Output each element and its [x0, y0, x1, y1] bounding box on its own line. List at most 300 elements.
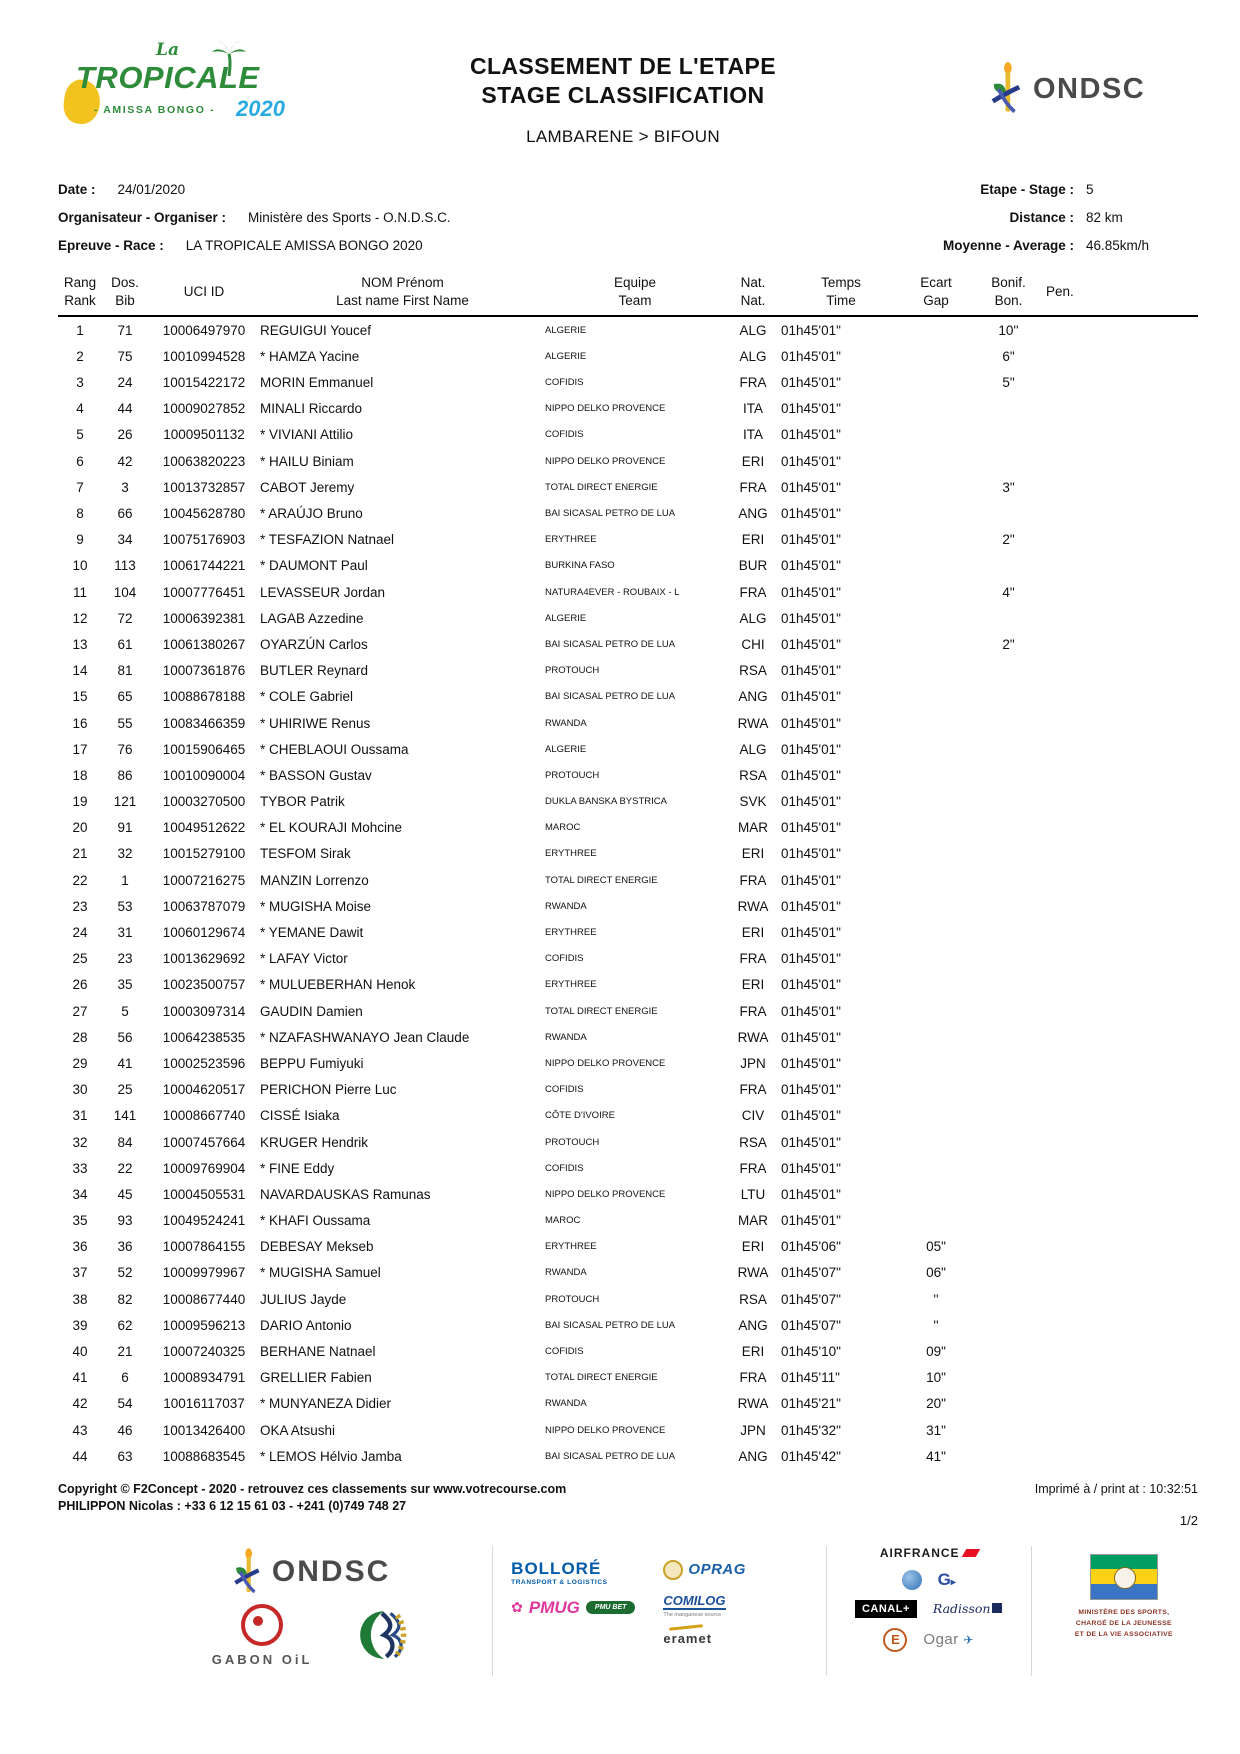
header-line: Rang [63, 275, 97, 290]
cell-pen [1046, 316, 1198, 343]
cell-gap [901, 1050, 971, 1076]
cell-gap [901, 893, 971, 919]
cell-bon [971, 422, 1046, 448]
logo-tropicale-text: TROPICALE [76, 60, 260, 95]
cell-team: NIPPO DELKO PROVENCE [545, 455, 666, 467]
stage-route: LAMBARENE > BIFOUN [526, 126, 720, 146]
race-value: LA TROPICALE AMISSA BONGO 2020 [185, 238, 423, 253]
logo-year-text: 2020 [236, 96, 285, 121]
cell-gap [901, 369, 971, 395]
cell-team: ALGERIE [545, 350, 587, 362]
cell-pen [1046, 1181, 1198, 1207]
cell-rank: 39 [72, 1317, 88, 1333]
cell-pen [1046, 1365, 1198, 1391]
header-line: Dos. [111, 275, 139, 290]
cell-bon [971, 1024, 1046, 1050]
cell-rank: 30 [72, 1082, 88, 1098]
stage-value: 5 [1086, 182, 1094, 197]
cell-rank: 7 [76, 479, 84, 495]
sponsor-group-ondsc-bottom [212, 1604, 411, 1667]
cell-nat: RSA [739, 767, 767, 783]
cell-name: CABOT Jeremy [260, 479, 355, 495]
cell-gap [901, 1103, 971, 1129]
sponsor-airfrance [880, 1546, 978, 1560]
cell-name: * MULUEBERHAN Henok [260, 977, 416, 993]
sponsor-gabon-oil [212, 1604, 313, 1667]
bollore-sublabel: TRANSPORT & LOGISTICS [511, 1578, 608, 1586]
cell-bib: 84 [117, 1134, 133, 1150]
cell-name: * LEMOS Hélvio Jamba [260, 1448, 402, 1464]
cell-pen [1046, 343, 1198, 369]
cell-pen [1046, 396, 1198, 422]
cell-pen [1046, 1338, 1198, 1364]
gabon-flag-icon [1090, 1554, 1158, 1600]
race-row [58, 238, 451, 253]
cell-uci: 10007864155 [162, 1239, 246, 1255]
cell-bib: 65 [117, 689, 133, 705]
cell-name: * NZAFASHWANAYO Jean Claude [260, 1029, 470, 1045]
cell-time: 01h45'01" [781, 872, 841, 888]
comilog-label: COMILOG [663, 1593, 725, 1611]
cell-uci: 10009027852 [162, 401, 246, 417]
cell-bon [971, 815, 1046, 841]
table-row [58, 631, 1198, 657]
cell-uci: 10003097314 [162, 1003, 246, 1019]
cell-gap [901, 396, 971, 422]
cell-uci: 10061744221 [162, 558, 246, 574]
cell-rank: 28 [72, 1029, 88, 1045]
header-pen [1046, 270, 1198, 316]
cell-gap [901, 474, 971, 500]
cell-time: 01h45'01" [781, 715, 841, 731]
cell-time: 01h45'01" [781, 375, 841, 391]
cell-time: 01h45'01" [781, 506, 841, 521]
table-row [58, 422, 1198, 448]
cell-bib: 141 [113, 1108, 137, 1124]
results-header [58, 270, 1198, 316]
cell-gap [901, 1129, 971, 1155]
cell-bon [971, 396, 1046, 422]
sponsor-col-a [511, 1560, 635, 1649]
average-value: 46.85km/h [1086, 238, 1150, 253]
cell-gap [901, 998, 971, 1024]
cell-rank: 25 [72, 951, 88, 967]
cell-name: * TESFAZION Natnael [260, 532, 395, 548]
sponsor-comilog [663, 1592, 746, 1619]
cell-team: DUKLA BANSKA BYSTRICA [545, 796, 667, 808]
cell-uci: 10045628780 [162, 506, 246, 521]
table-row [58, 1155, 1198, 1181]
cell-name: BEPPU Fumiyuki [260, 1055, 364, 1071]
cell-gap: 09" [926, 1344, 946, 1359]
cell-uci: 10010090004 [162, 767, 246, 783]
cell-bib: 32 [117, 846, 133, 862]
cell-team: BAI SICASAL PETRO DE LUA [545, 1319, 676, 1331]
race-info [58, 182, 1198, 266]
ge-logo: E [883, 1628, 907, 1652]
cell-nat: CIV [741, 1108, 765, 1124]
cell-rank: 3 [76, 375, 84, 391]
cell-rank: 37 [72, 1265, 88, 1281]
header-line: Pen. [1046, 283, 1074, 299]
cell-uci: 10013426400 [162, 1422, 246, 1438]
header-line: Bib [115, 292, 135, 308]
cell-team: ERYTHREE [545, 979, 597, 991]
stage-label: Etape - Stage : [980, 182, 1074, 197]
cell-uci: 10007216275 [162, 872, 246, 888]
cell-nat: ALG [739, 322, 767, 338]
cell-bon [971, 448, 1046, 474]
cell-bib: 44 [117, 401, 133, 417]
cell-uci: 10007361876 [162, 663, 246, 679]
table-row [58, 762, 1198, 788]
cell-bon [971, 1234, 1046, 1260]
cell-rank: 11 [72, 584, 87, 600]
copyright-line1: Copyright © F2Concept - 2020 - retrouvez ces classements sur www.votrecourse.com [58, 1482, 567, 1497]
ogar-label: Ogar [923, 1631, 959, 1649]
cell-bon [971, 946, 1046, 972]
cell-rank: 13 [72, 636, 88, 652]
cell-nat: RWA [737, 1265, 769, 1281]
table-row [58, 500, 1198, 526]
cell-team: ALGERIE [545, 612, 587, 624]
cell-gap: 41" [926, 1448, 946, 1464]
cell-gap [901, 343, 971, 369]
cell-name: DARIO Antonio [260, 1317, 352, 1333]
table-row [58, 1338, 1198, 1364]
cell-bon [971, 919, 1046, 945]
cell-uci: 10088683545 [162, 1448, 246, 1464]
cell-team: RWANDA [545, 1267, 587, 1279]
cell-team: NIPPO DELKO PROVENCE [545, 1424, 666, 1436]
radisson-blu-icon [992, 1603, 1002, 1613]
cell-pen [1046, 369, 1198, 395]
cell-gap: 31" [926, 1422, 946, 1438]
cell-rank: 19 [72, 794, 88, 810]
sponsor-group-middle [511, 1546, 808, 1649]
sponsor-pmug [511, 1598, 635, 1618]
table-row [58, 1050, 1198, 1076]
cell-bon [971, 972, 1046, 998]
table-row [58, 1234, 1198, 1260]
sponsor-row-ge-ogar [883, 1628, 974, 1652]
cell-bon: 6" [1002, 348, 1015, 364]
cell-gap [901, 1181, 971, 1207]
cell-name: * COLE Gabriel [260, 689, 354, 705]
cell-uci: 10023500757 [162, 977, 246, 993]
g-label: G [937, 1569, 951, 1589]
cell-time: 01h45'01" [781, 584, 841, 600]
cell-time: 01h45'01" [781, 348, 841, 364]
cell-time: 01h45'01" [781, 1108, 841, 1124]
cell-bon [971, 893, 1046, 919]
airfrance-label: AIRFRANCE [879, 1545, 960, 1560]
torch-icon [989, 60, 1023, 118]
cell-bon [971, 1338, 1046, 1364]
cell-uci: 10008677440 [162, 1291, 246, 1307]
flag-emblem-icon [1114, 1567, 1136, 1589]
cell-time: 01h45'01" [781, 1134, 841, 1150]
cell-rank: 27 [72, 1003, 88, 1019]
cell-bib: 72 [117, 610, 133, 626]
cell-time: 01h45'07" [781, 1291, 841, 1307]
cell-time: 01h45'01" [781, 1029, 841, 1045]
cell-bon [971, 1181, 1046, 1207]
cell-pen [1046, 631, 1198, 657]
cell-bib: 6 [121, 1370, 129, 1386]
cell-time: 01h45'01" [781, 663, 841, 679]
table-row [58, 893, 1198, 919]
cell-name: * MUGISHA Moise [260, 898, 372, 914]
cell-bon [971, 658, 1046, 684]
cell-time: 01h45'01" [781, 977, 841, 993]
cell-team: COFIDIS [545, 429, 584, 441]
cell-time: 01h45'07" [781, 1265, 841, 1281]
cell-rank: 42 [72, 1396, 88, 1412]
comilog-sublabel: The manganese source [663, 1612, 722, 1619]
cell-rank: 35 [72, 1213, 88, 1229]
cell-uci: 10008934791 [162, 1370, 246, 1386]
pmug-flower-icon: ✿ [511, 1599, 523, 1616]
cell-team: TOTAL DIRECT ENERGIE [545, 1005, 658, 1017]
header-line: Nat. [740, 292, 766, 308]
ns-emblem-icon [358, 1609, 410, 1661]
cell-name: * MUNYANEZA Didier [260, 1396, 392, 1412]
cell-rank: 1 [76, 322, 84, 338]
cell-bib: 63 [117, 1448, 133, 1464]
cell-pen [1046, 946, 1198, 972]
cell-bib: 41 [117, 1055, 133, 1071]
cell-pen [1046, 422, 1198, 448]
cell-team: NIPPO DELKO PROVENCE [545, 1057, 666, 1069]
cell-bib: 76 [117, 741, 133, 757]
cell-team: PROTOUCH [545, 1293, 600, 1305]
cell-team: TOTAL DIRECT ENERGIE [545, 1372, 658, 1384]
header-line: Temps [821, 275, 861, 290]
cell-uci: 10004620517 [162, 1082, 246, 1098]
cell-bib: 71 [117, 322, 133, 338]
copyright-block [58, 1481, 566, 1529]
cell-name: REGUIGUI Youcef [260, 322, 372, 338]
cell-bon [971, 1129, 1046, 1155]
cell-bon: 3" [1002, 479, 1015, 495]
cell-nat: FRA [739, 479, 767, 495]
cell-name: KRUGER Hendrik [260, 1134, 369, 1150]
cell-name: LEVASSEUR Jordan [260, 584, 386, 600]
cell-bon [971, 1391, 1046, 1417]
header-line: Team [618, 292, 652, 308]
table-row [58, 710, 1198, 736]
cell-bon [971, 1103, 1046, 1129]
cell-nat: FRA [739, 375, 767, 391]
table-row [58, 553, 1198, 579]
sponsor-ondsc-label: ONDSC [271, 1554, 391, 1588]
cell-time: 01h45'01" [781, 820, 841, 836]
table-row [58, 998, 1198, 1024]
cell-pen [1046, 1050, 1198, 1076]
cell-pen [1046, 736, 1198, 762]
cell-pen [1046, 1234, 1198, 1260]
sponsor-group-right [845, 1546, 1013, 1652]
cell-pen [1046, 1103, 1198, 1129]
cell-team: ERYTHREE [545, 848, 597, 860]
header-line: UCI ID [183, 283, 225, 299]
cell-pen [1046, 1207, 1198, 1233]
cell-time: 01h45'32" [781, 1422, 841, 1438]
cell-uci: 10013629692 [162, 951, 246, 967]
cell-bon [971, 684, 1046, 710]
cell-pen [1046, 500, 1198, 526]
table-row [58, 815, 1198, 841]
oprag-emblem-icon [663, 1560, 683, 1580]
cell-time: 01h45'01" [781, 1082, 841, 1098]
cell-uci: 10009979967 [162, 1265, 246, 1281]
bollore-label: BOLLORÉ [511, 1558, 602, 1578]
cell-bon [971, 605, 1046, 631]
cell-team: COFIDIS [545, 1084, 584, 1096]
cell-time: 01h45'06" [781, 1239, 841, 1255]
cell-gap: 06" [926, 1265, 946, 1281]
sponsor-eramet [663, 1630, 746, 1648]
cell-name: OYARZÚN Carlos [260, 636, 368, 652]
cell-pen [1046, 1260, 1198, 1286]
cell-bib: 66 [117, 506, 133, 521]
cell-nat: ERI [741, 925, 765, 940]
cell-bon: 5" [1002, 375, 1015, 391]
cell-gap [901, 710, 971, 736]
cell-team: ALGERIE [545, 743, 587, 755]
cell-bib: 26 [117, 427, 133, 443]
header-bon [971, 270, 1046, 316]
cell-team: PROTOUCH [545, 1136, 600, 1148]
table-row [58, 867, 1198, 893]
cell-bib: 52 [117, 1265, 133, 1281]
oprag-label: OPRAG [688, 1561, 746, 1579]
table-row [58, 1129, 1198, 1155]
page-header [58, 38, 1198, 166]
cell-rank: 5 [76, 427, 84, 443]
cell-bon [971, 710, 1046, 736]
cell-time: 01h45'10" [781, 1344, 841, 1359]
cell-bon [971, 841, 1046, 867]
radisson-logo [933, 1601, 1003, 1616]
cell-gap [901, 448, 971, 474]
header-nat [725, 270, 781, 316]
cell-time: 01h45'01" [781, 479, 841, 495]
cell-pen [1046, 998, 1198, 1024]
cell-uci: 10007240325 [162, 1344, 246, 1359]
sponsor-row-canal-radisson [855, 1600, 1002, 1618]
cell-name: MINALI Riccardo [260, 401, 363, 417]
cell-nat: ITA [743, 401, 763, 417]
cell-bon: 2" [1002, 636, 1015, 652]
ondsc-label: ONDSC [1033, 72, 1146, 105]
cell-bon [971, 1207, 1046, 1233]
organiser-label: Organisateur - Organiser : [58, 210, 227, 225]
cell-pen [1046, 527, 1198, 553]
cell-rank: 32 [72, 1134, 88, 1150]
cell-name: * MUGISHA Samuel [260, 1265, 381, 1281]
cell-rank: 10 [72, 558, 88, 574]
cell-name: * CHEBLAOUI Oussama [260, 741, 409, 757]
date-row [58, 182, 451, 197]
cell-bib: 75 [117, 348, 133, 364]
cell-gap [901, 658, 971, 684]
cell-nat: RWA [737, 1029, 769, 1045]
cell-rank: 36 [72, 1239, 88, 1255]
cell-name: DEBESAY Mekseb [260, 1239, 374, 1255]
table-row [58, 658, 1198, 684]
cell-nat: SVK [739, 794, 767, 810]
date-value: 24/01/2020 [117, 182, 186, 197]
cell-rank: 26 [72, 977, 88, 993]
date-label: Date : [58, 182, 96, 197]
cell-pen [1046, 867, 1198, 893]
printed-at: Imprimé à / print at : 10:32:51 [1034, 1482, 1198, 1497]
ondsc-logo [963, 38, 1198, 118]
globe-logo-icon [902, 1570, 922, 1590]
cell-rank: 8 [76, 506, 84, 521]
pmu-bet-badge: PMU BET [586, 1601, 636, 1614]
cell-nat: RSA [739, 1291, 767, 1307]
cell-bib: 36 [117, 1239, 133, 1255]
cell-gap [901, 1077, 971, 1103]
cell-rank: 21 [72, 846, 88, 862]
cell-time: 01h45'01" [781, 951, 841, 967]
cell-gap [901, 1155, 971, 1181]
cell-uci: 10010994528 [162, 348, 246, 364]
cell-pen [1046, 553, 1198, 579]
footnote [58, 1481, 1198, 1529]
cell-name: GAUDIN Damien [260, 1003, 363, 1019]
cell-name: * VIVIANI Attilio [260, 427, 354, 443]
stage-title-fr: CLASSEMENT DE L'ETAPE [469, 53, 777, 79]
cell-nat: ANG [738, 1317, 768, 1333]
cell-team: MAROC [545, 1215, 581, 1227]
cell-rank: 20 [72, 820, 88, 836]
cell-gap [901, 788, 971, 814]
cell-name: LAGAB Azzedine [260, 610, 364, 626]
results-body [58, 316, 1198, 1469]
distance-value: 82 km [1086, 210, 1123, 225]
sponsor-strip [148, 1546, 1198, 1706]
ogar-logo [923, 1631, 974, 1648]
table-row [58, 788, 1198, 814]
table-row [58, 1207, 1198, 1233]
results-table [58, 270, 1198, 1469]
cell-rank: 44 [72, 1448, 88, 1464]
table-row [58, 684, 1198, 710]
cell-team: ERYTHREE [545, 534, 597, 546]
cell-team: RWANDA [545, 900, 587, 912]
cell-nat: FRA [739, 1082, 767, 1098]
cell-time: 01h45'01" [781, 453, 841, 469]
cell-bon [971, 500, 1046, 526]
cell-bib: 56 [117, 1029, 133, 1045]
table-row [58, 736, 1198, 762]
palm-tree-icon [208, 38, 248, 78]
cell-pen [1046, 841, 1198, 867]
cell-bib: 113 [114, 558, 136, 574]
logo-la-text: La [156, 40, 179, 60]
cell-name: MANZIN Lorrenzo [260, 872, 369, 888]
cell-bib: 21 [117, 1344, 133, 1359]
table-row [58, 1077, 1198, 1103]
organiser-row [58, 210, 451, 225]
cell-name: * LAFAY Victor [260, 951, 348, 967]
gabon-oil-emblem-icon [241, 1604, 283, 1646]
header-row [58, 270, 1198, 316]
